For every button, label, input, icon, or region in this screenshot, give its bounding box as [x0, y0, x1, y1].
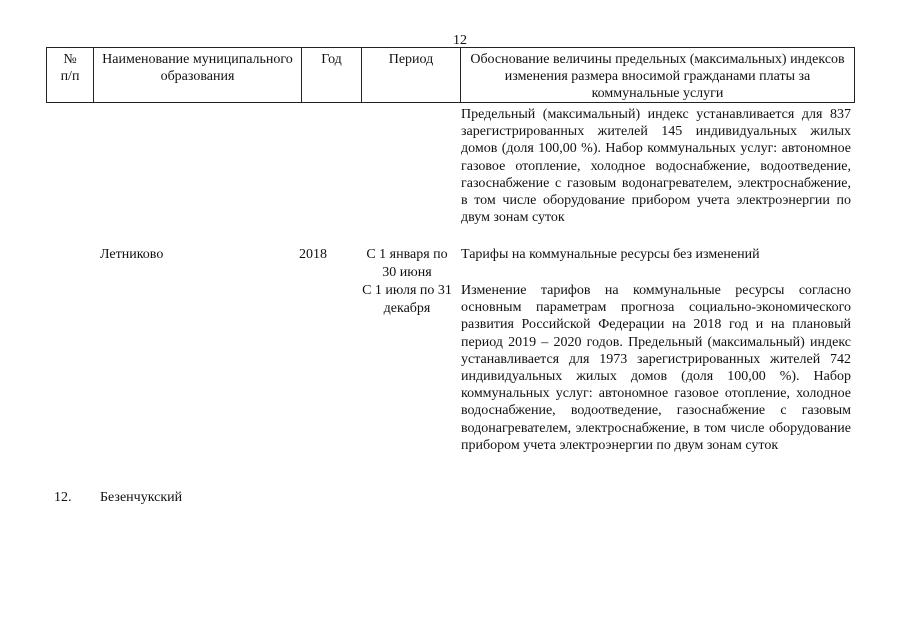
row-letnikovo-name: Летниково [100, 247, 164, 262]
row-letnikovo-justification-2: Изменение тарифов на коммунальные ресурсы согласно основным параметрам прогноза социально-экономического развития Российской Федерации на 2018 год и на плановый период 2019 – 2020 годов. Предельный (максимальный) индекс устанавливается для 1973 зарегистрированных жителей 742 индивидуальных жилых домов (доля 100,00 %). Набор коммунальных услуг: автономное газовое отопление, холодное водоснабжение, водоотведение, газоснабжение с газовым водонагревателем, электроснабжение, в том числе оборудование прибором учета электроэнергии по двум зонам суток [461, 283, 851, 453]
header-row [47, 48, 855, 103]
row-letnikovo-justification-1: Тарифы на коммунальные ресурсы без изменений [461, 247, 760, 262]
header-name: Наименование муниципального образования [94, 48, 302, 103]
header-period: Период [362, 48, 461, 103]
header-justification: Обоснование величины предельных (максимальных) индексов изменения размера вносимой гражданами платы за коммунальные услуги [461, 48, 855, 103]
header-year: Год [302, 48, 362, 103]
page-number: 12 [453, 33, 467, 48]
continuation-justification: Предельный (максимальный) индекс устанавливается для 837 зарегистрированных жителей 145 индивидуальных жилых домов (доля 100,00 %). Набор коммунальных услуг: автономное газовое отопление, холодное водоснабжение, водоотведение, газоснабжение с газовым водонагревателем, электроснабжение, в том числе оборудование прибором учета электроэнергии по двум зонам суток [461, 107, 851, 226]
row-letnikovo-period-2: С 1 июля по 31 декабря [362, 283, 452, 316]
row-12-num: 12. [54, 490, 72, 505]
header-num: № п/п [47, 48, 94, 103]
row-letnikovo-year: 2018 [299, 247, 327, 262]
table-header [46, 47, 855, 103]
row-letnikovo-period-1: С 1 января по 30 июня [366, 247, 448, 280]
row-12-name: Безенчукский [100, 490, 183, 505]
